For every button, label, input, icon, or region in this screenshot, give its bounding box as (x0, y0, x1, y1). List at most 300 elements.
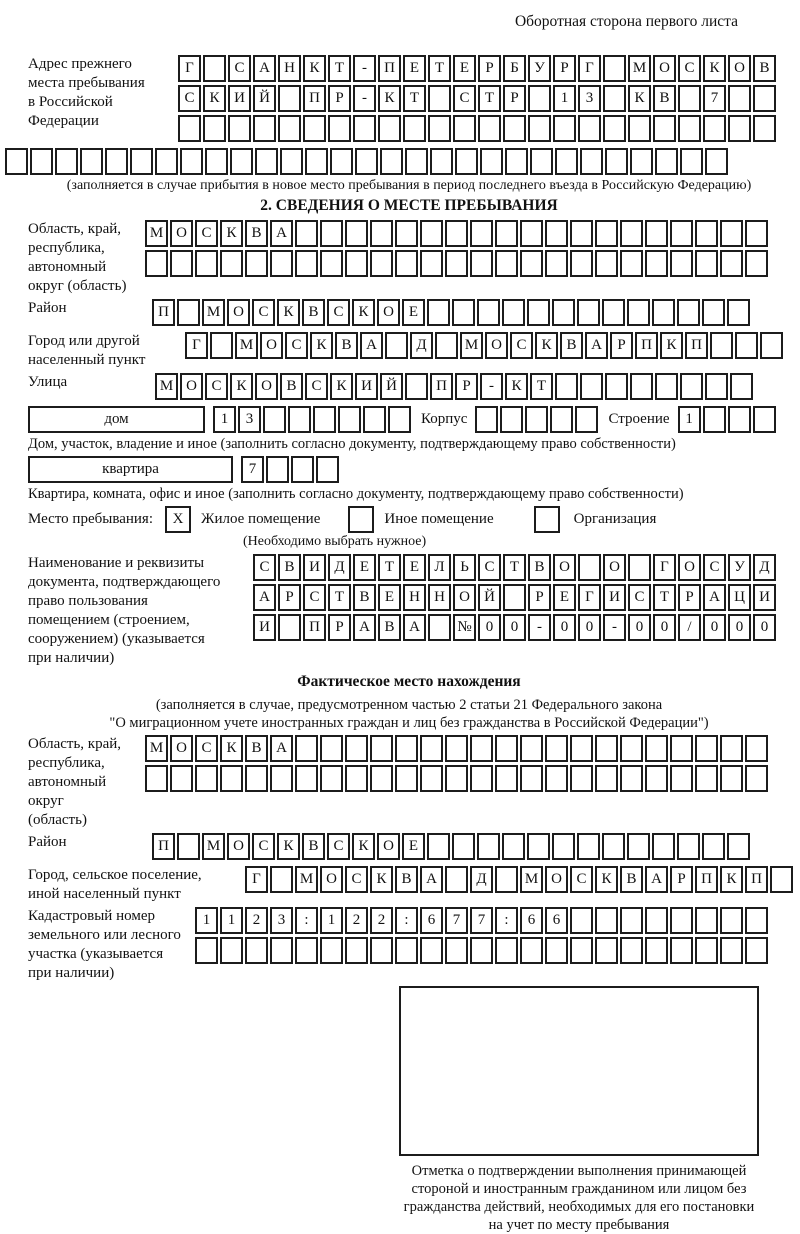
checkbox-zhiloe: X (165, 506, 191, 533)
char-box: Т (328, 55, 351, 82)
char-box (605, 148, 628, 175)
char-box: Р (278, 584, 301, 611)
char-box (245, 250, 268, 277)
char-box (177, 299, 200, 326)
char-box: - (603, 614, 626, 641)
char-box (620, 220, 643, 247)
char-box (570, 250, 593, 277)
char-box: Е (553, 584, 576, 611)
char-box: 0 (753, 614, 776, 641)
char-box: Е (402, 833, 425, 860)
label-line: при наличии) (28, 650, 115, 666)
char-box: К (370, 866, 393, 893)
char-box (580, 148, 603, 175)
doc-label (28, 554, 253, 668)
char-box: К (378, 85, 401, 112)
fact-gorod-label (28, 866, 245, 904)
char-box (753, 85, 776, 112)
char-box (680, 148, 703, 175)
label-line: республика, (28, 240, 105, 256)
char-box (30, 148, 53, 175)
char-box (530, 148, 553, 175)
char-box (475, 406, 498, 433)
fact-oblast-label (28, 735, 145, 830)
char-box: 0 (503, 614, 526, 641)
char-box (720, 937, 743, 964)
char-box (578, 115, 601, 142)
char-box: О (227, 833, 250, 860)
label-line: при наличии) (28, 965, 115, 981)
char-box (645, 765, 668, 792)
char-box: Е (403, 554, 426, 581)
char-box: А (353, 614, 376, 641)
char-box (320, 765, 343, 792)
char-box: П (152, 299, 175, 326)
char-box: 1 (195, 907, 218, 934)
kvartira-field-box: квартира (28, 456, 233, 483)
label-line: стороной и иностранным гражданином или лицом без (411, 1181, 747, 1197)
char-box (505, 148, 528, 175)
char-box (527, 299, 550, 326)
char-box: А (253, 584, 276, 611)
char-box (427, 833, 450, 860)
char-box: С (305, 373, 328, 400)
char-box (645, 937, 668, 964)
label-line: (область) (28, 812, 87, 828)
char-box: С (252, 833, 275, 860)
char-box (628, 115, 651, 142)
char-box (270, 866, 293, 893)
char-box: И (253, 614, 276, 641)
char-box: 1 (553, 85, 576, 112)
char-box: Й (380, 373, 403, 400)
char-box: С (510, 332, 533, 359)
char-box: О (170, 735, 193, 762)
char-box: А (645, 866, 668, 893)
char-box (345, 220, 368, 247)
label-line: Отметка о подтверждении выполнения принимающей (411, 1163, 747, 1179)
char-box (745, 907, 768, 934)
char-box: В (353, 584, 376, 611)
dom-block (28, 406, 790, 433)
char-box: Д (470, 866, 493, 893)
char-box: 1 (213, 406, 236, 433)
char-box: В (753, 55, 776, 82)
label-line: помещением (строением, (28, 612, 190, 628)
mesto-note: (Необходимо выбрать нужное) (243, 534, 427, 549)
char-box (670, 220, 693, 247)
char-box: О (170, 220, 193, 247)
char-box: О (180, 373, 203, 400)
fact-oblast-row-2 (145, 765, 770, 792)
char-box (520, 250, 543, 277)
char-box: Р (670, 866, 693, 893)
char-box (527, 833, 550, 860)
char-box (620, 735, 643, 762)
char-box (210, 332, 233, 359)
char-box (502, 833, 525, 860)
char-box: К (595, 866, 618, 893)
char-box: И (753, 584, 776, 611)
char-box (570, 220, 593, 247)
char-box: В (302, 299, 325, 326)
char-box (695, 907, 718, 934)
kadastr-row-1 (195, 907, 770, 934)
label-line: Область, край, (28, 221, 122, 237)
char-box: О (545, 866, 568, 893)
label-line: Область, край, (28, 736, 122, 752)
char-box: 7 (241, 456, 264, 483)
char-box (145, 765, 168, 792)
char-box (528, 115, 551, 142)
char-box (670, 250, 693, 277)
char-box (545, 765, 568, 792)
char-box (728, 85, 751, 112)
prev-address-note: (заполняется в случае прибытия в новое место пребывания в период последнего въезда в Российскую Федерацию) (66, 178, 752, 193)
char-box: 2 (345, 907, 368, 934)
char-box (578, 554, 601, 581)
char-box: / (678, 614, 701, 641)
char-box (720, 907, 743, 934)
char-box (378, 115, 401, 142)
char-box (720, 735, 743, 762)
char-box (177, 833, 200, 860)
prev-address-row-4 (5, 148, 790, 175)
label-line: гражданства действий, необходимых для его постановки (403, 1199, 755, 1215)
char-box (705, 373, 728, 400)
char-box (745, 220, 768, 247)
char-box (388, 406, 411, 433)
char-box (653, 115, 676, 142)
char-box (405, 148, 428, 175)
stamp-caption (388, 1162, 770, 1234)
char-box: Л (428, 554, 451, 581)
fact-title: Фактическое место нахождения (297, 673, 521, 690)
char-box (550, 406, 573, 433)
char-box: С (252, 299, 275, 326)
char-box: О (553, 554, 576, 581)
char-box: А (360, 332, 383, 359)
doc-block (28, 554, 790, 668)
char-box: 0 (703, 614, 726, 641)
char-box: А (585, 332, 608, 359)
char-box: Г (185, 332, 208, 359)
char-box (480, 148, 503, 175)
char-box (295, 250, 318, 277)
char-box (577, 833, 600, 860)
oblast-label (28, 220, 145, 296)
char-box (705, 148, 728, 175)
char-box: 0 (728, 614, 751, 641)
char-box: О (485, 332, 508, 359)
char-box: В (335, 332, 358, 359)
char-box: 0 (578, 614, 601, 641)
char-box: С (570, 866, 593, 893)
option-organizatsiya-label: Организация (573, 511, 657, 527)
dom-note: Дом, участок, владение и иное (заполнить согласно документу, подтверждающему право собственности) (28, 436, 676, 452)
label-line: округ (область) (28, 278, 127, 294)
char-box: С (678, 55, 701, 82)
char-box: П (152, 833, 175, 860)
char-box: К (628, 85, 651, 112)
char-box: А (703, 584, 726, 611)
char-box: В (302, 833, 325, 860)
char-box (727, 299, 750, 326)
char-box (470, 220, 493, 247)
char-box: Т (653, 584, 676, 611)
char-box (520, 937, 543, 964)
char-box: 1 (678, 406, 701, 433)
char-box: 6 (420, 907, 443, 934)
char-box: С (628, 584, 651, 611)
char-box: : (495, 907, 518, 934)
char-box (5, 148, 28, 175)
char-box: К (277, 833, 300, 860)
char-box (452, 833, 475, 860)
char-box (205, 148, 228, 175)
char-box: Р (503, 85, 526, 112)
char-box (55, 148, 78, 175)
char-box (403, 115, 426, 142)
char-box (695, 765, 718, 792)
char-box (303, 115, 326, 142)
char-box (320, 937, 343, 964)
char-box (395, 250, 418, 277)
char-box: С (345, 866, 368, 893)
char-box: А (270, 220, 293, 247)
char-box: В (280, 373, 303, 400)
char-box (428, 115, 451, 142)
char-box (270, 937, 293, 964)
char-box (470, 250, 493, 277)
char-box (735, 332, 758, 359)
stamp-area (388, 986, 770, 1234)
char-box (477, 299, 500, 326)
char-box: В (560, 332, 583, 359)
char-box (395, 937, 418, 964)
char-box (355, 148, 378, 175)
char-box: В (653, 85, 676, 112)
char-box (345, 735, 368, 762)
char-box: - (353, 85, 376, 112)
char-box (328, 115, 351, 142)
char-box: Т (403, 85, 426, 112)
char-box: И (303, 554, 326, 581)
fact-note-2: "О миграционном учете иностранных граждан и лиц без гражданства в Российской Федерации") (109, 715, 709, 731)
kvartira-number-row (241, 456, 341, 483)
label-line: автономный (28, 259, 107, 275)
char-box (745, 765, 768, 792)
char-box (470, 735, 493, 762)
label-line: в Российской (28, 94, 113, 110)
char-box (545, 250, 568, 277)
char-box: В (278, 554, 301, 581)
char-box: К (720, 866, 743, 893)
char-box: И (355, 373, 378, 400)
kvartira-block (28, 456, 790, 483)
char-box (645, 735, 668, 762)
char-box: П (745, 866, 768, 893)
prev-address-block (28, 55, 790, 145)
option-zhiloe-label: Жилое помещение (201, 511, 321, 527)
char-box: Т (328, 584, 351, 611)
char-box: Т (478, 85, 501, 112)
char-box: Р (678, 584, 701, 611)
char-box (370, 937, 393, 964)
char-box: В (620, 866, 643, 893)
char-box (730, 373, 753, 400)
char-box (570, 765, 593, 792)
char-box (316, 456, 339, 483)
char-box (670, 907, 693, 934)
char-box (727, 833, 750, 860)
char-box: И (603, 584, 626, 611)
char-box: М (520, 866, 543, 893)
char-box (435, 332, 458, 359)
prev-address-row-1 (178, 55, 778, 82)
char-box: Д (328, 554, 351, 581)
char-box (245, 765, 268, 792)
char-box (245, 937, 268, 964)
char-box: 3 (578, 85, 601, 112)
char-box: Р (553, 55, 576, 82)
label-line: право пользования (28, 593, 148, 609)
korpus-row (475, 406, 600, 433)
char-box (555, 373, 578, 400)
char-box (645, 907, 668, 934)
char-box (295, 765, 318, 792)
char-box: О (603, 554, 626, 581)
fact-oblast-row-1 (145, 735, 770, 762)
char-box (395, 220, 418, 247)
char-box (495, 765, 518, 792)
char-box (495, 735, 518, 762)
char-box (320, 735, 343, 762)
char-box (655, 148, 678, 175)
oblast-block (28, 220, 790, 296)
char-box (595, 735, 618, 762)
ulitsa-row (155, 373, 755, 400)
char-box: Р (328, 614, 351, 641)
label-line: документа, подтверждающего (28, 574, 221, 590)
char-box: С (303, 584, 326, 611)
char-box (220, 765, 243, 792)
char-box (603, 55, 626, 82)
char-box (420, 937, 443, 964)
char-box (220, 937, 243, 964)
label-line: автономный округ (28, 774, 107, 809)
char-box (628, 554, 651, 581)
char-box (345, 937, 368, 964)
char-box (620, 937, 643, 964)
char-box: С (178, 85, 201, 112)
page-side-note: Оборотная сторона первого листа (514, 13, 738, 30)
char-box (528, 85, 551, 112)
kadastr-block (28, 907, 790, 983)
char-box (595, 907, 618, 934)
char-box (263, 406, 286, 433)
char-box: Г (578, 55, 601, 82)
char-box (228, 115, 251, 142)
char-box: 0 (653, 614, 676, 641)
stamp-box (399, 986, 759, 1156)
char-box: У (528, 55, 551, 82)
char-box: - (528, 614, 551, 641)
char-box (280, 148, 303, 175)
char-box: Й (253, 85, 276, 112)
char-box (203, 115, 226, 142)
char-box: 6 (520, 907, 543, 934)
checkbox-organizatsiya (534, 506, 560, 533)
prev-address-row-3 (178, 115, 778, 142)
char-box (385, 332, 408, 359)
char-box (130, 148, 153, 175)
char-box (363, 406, 386, 433)
prev-address-row-2 (178, 85, 778, 112)
char-box (720, 250, 743, 277)
char-box: М (155, 373, 178, 400)
char-box: И (228, 85, 251, 112)
char-box (345, 250, 368, 277)
label-line: земельного или лесного (28, 927, 181, 943)
char-box (620, 907, 643, 934)
char-box (155, 148, 178, 175)
char-box (702, 833, 725, 860)
label-line: иной населенный пункт (28, 886, 181, 902)
char-box: 6 (545, 907, 568, 934)
char-box: Р (528, 584, 551, 611)
char-box: К (352, 299, 375, 326)
char-box (445, 220, 468, 247)
kadastr-label (28, 907, 195, 983)
char-box: С (703, 554, 726, 581)
char-box: С (253, 554, 276, 581)
char-box (720, 220, 743, 247)
char-box (595, 765, 618, 792)
fact-raion-row (152, 833, 752, 860)
dom-number-row (213, 406, 413, 433)
char-box (255, 148, 278, 175)
char-box (330, 148, 353, 175)
char-box: Н (428, 584, 451, 611)
char-box: К (703, 55, 726, 82)
char-box (595, 937, 618, 964)
char-box: О (260, 332, 283, 359)
label-line: Федерации (28, 113, 99, 129)
char-box (278, 614, 301, 641)
mesto-block (28, 506, 790, 533)
char-box: В (245, 220, 268, 247)
char-box: 1 (320, 907, 343, 934)
char-box: Г (178, 55, 201, 82)
label-line: участка (указывается (28, 946, 164, 962)
char-box: Е (403, 55, 426, 82)
char-box: А (420, 866, 443, 893)
char-box: № (453, 614, 476, 641)
char-box (370, 765, 393, 792)
char-box: Р (455, 373, 478, 400)
ulitsa-block (28, 373, 790, 403)
char-box (180, 148, 203, 175)
fact-oblast-grid (145, 735, 770, 795)
doc-row-3 (253, 614, 778, 641)
char-box (495, 250, 518, 277)
char-box (520, 220, 543, 247)
fact-raion-label: Район (28, 834, 67, 850)
char-box (603, 85, 626, 112)
kadastr-grid (195, 907, 770, 967)
char-box (645, 220, 668, 247)
